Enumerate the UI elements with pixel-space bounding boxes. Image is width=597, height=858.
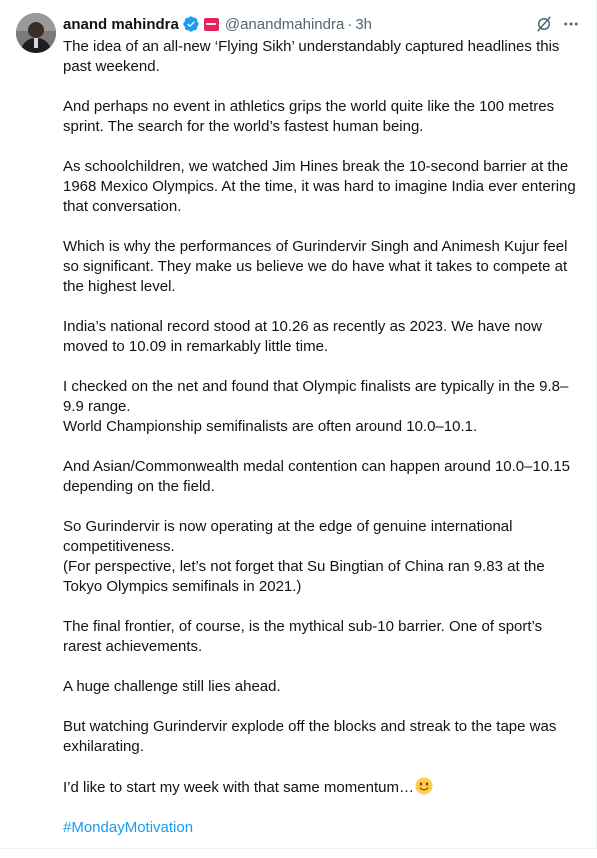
- tweet-timestamp[interactable]: 3h: [355, 15, 373, 33]
- paragraph: So Gurindervir is now operating at the edge of genuine international competitiveness.: [63, 518, 513, 555]
- paragraph: The idea of an all-new ‘Flying Sikh’ understandably captured headlines this past weekend.: [63, 38, 560, 75]
- paragraph: A huge challenge still lies ahead.: [63, 678, 281, 695]
- paragraph: And perhaps no event in athletics grips the world quite like the 100 metres sprint. The search for the world’s fastest human being.: [63, 98, 555, 135]
- hashtag-line: [63, 818, 583, 838]
- paragraph: But watching Gurindervir explode off the blocks and streak to the tape was exhilarating.: [63, 718, 557, 755]
- slightly-smiling-face-icon: [415, 777, 433, 795]
- separator-dot: ·: [347, 15, 353, 33]
- paragraph: (For perspective, let’s not forget that Su Bingtian of China ran 9.83 at the Tokyo Olympics semifinals in 2021.): [63, 558, 545, 595]
- tweet-text: [63, 37, 583, 858]
- paragraph: World Championship semifinalists are often around 10.0–10.1.: [63, 418, 478, 435]
- avatar[interactable]: [16, 13, 56, 53]
- grok-icon[interactable]: [535, 15, 553, 33]
- more-icon[interactable]: [562, 15, 580, 33]
- hashtag-link[interactable]: #MondayMotivation: [63, 819, 194, 836]
- tweet-header: [63, 14, 372, 34]
- paragraph: The final frontier, of course, is the mythical sub-10 barrier. One of sport’s rarest achievements.: [63, 618, 543, 655]
- paragraph: As schoolchildren, we watched Jim Hines break the 10-second barrier at the 1968 Mexico Olympics. At the time, it was hard to imagine India ever entering that conversation.: [63, 158, 576, 215]
- paragraph: I checked on the net and found that Olympic finalists are typically in the 9.8–9.9 range.: [63, 378, 569, 415]
- affiliate-flag-icon[interactable]: [204, 18, 219, 31]
- paragraph-text: I’d like to start my week with that same momentum…: [63, 779, 414, 796]
- paragraph: Which is why the performances of Gurindervir Singh and Animesh Kujur feel so significant. They make us believe we do have what it takes to compete at the highest level.: [63, 238, 568, 295]
- avatar-image: [16, 13, 56, 53]
- paragraph: And Asian/Commonwealth medal contention can happen around 10.0–10.15 depending on the field.: [63, 458, 571, 495]
- author-handle[interactable]: @anandmahindra: [224, 15, 345, 33]
- paragraph-with-emoji: [63, 777, 583, 798]
- author-name[interactable]: anand mahindra: [63, 15, 179, 33]
- verified-badge-icon[interactable]: [182, 15, 200, 33]
- paragraph: India’s national record stood at 10.26 as recently as 2023. We have now moved to 10.09 in remarkably little time.: [63, 318, 542, 355]
